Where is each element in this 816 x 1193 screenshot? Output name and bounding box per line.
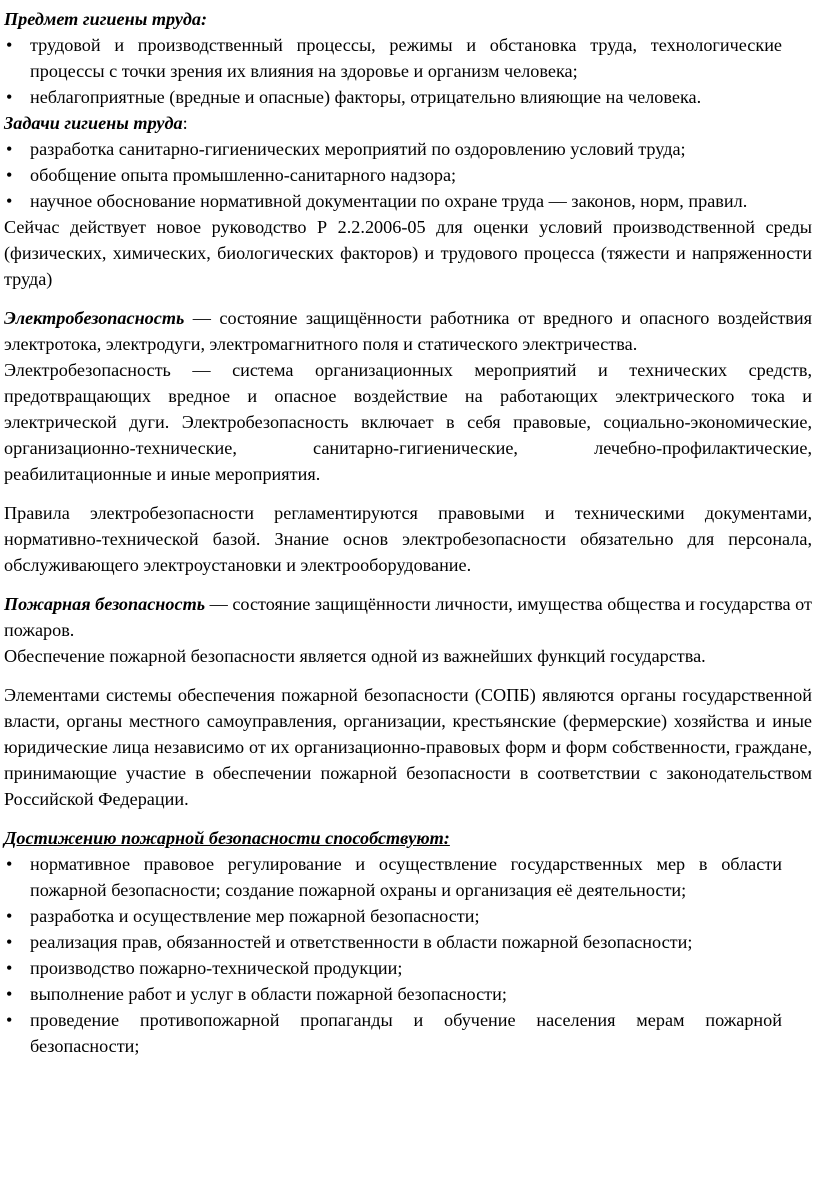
tasks-heading-colon: : [182, 113, 188, 133]
electro-definition-paragraph [4, 305, 812, 357]
tasks-heading: Задачи гигиены труда [4, 113, 183, 133]
list-item: • проведение противопожарной пропаганды и обучение населения мерам пожарной безопасности; [4, 1007, 812, 1059]
list-item: • реализация прав, обязанностей и ответственности в области пожарной безопасности; [4, 929, 812, 955]
list-item: • научное обоснование нормативной документации по охране труда — законов, норм, правил. [4, 188, 812, 214]
guide-paragraph: Сейчас действует новое руководство Р 2.2.2006-05 для оценки условий производственной среды (физических, химических, биологических факторов) и трудового процесса (тяжести и напряженности труда) [4, 217, 812, 289]
tasks-heading-line [4, 110, 812, 136]
list-item: • неблагоприятные (вредные и опасные) факторы, отрицательно влияющие на человека. [4, 84, 812, 110]
list-item: • трудовой и производственный процессы, режимы и обстановка труда, технологические процессы с точки зрения их влияния на здоровье и организм человека; [4, 32, 812, 84]
fire-term: Пожарная безопасность [4, 594, 206, 614]
subject-heading: Предмет гигиены труда: [4, 9, 208, 29]
list-item: • обобщение опыта промышленно-санитарного надзора; [4, 162, 812, 188]
electro-definition: — состояние защищённости работника от вредного и опасного воздействия электротока, электродуги, электромагнитного поля и статического электричества. [4, 308, 812, 354]
list-item: • нормативное правовое регулирование и осуществление государственных мер в области пожарной безопасности; создание пожарной охраны и организация её деятельности; [4, 851, 812, 903]
subject-list [4, 32, 812, 110]
list-item: • разработка и осуществление мер пожарной безопасности; [4, 903, 812, 929]
electro-rules-paragraph: Правила электробезопасности регламентируются правовыми и техническими документами, нормативно-технической базой. Знание основ электробезопасности обязательно для персонала, обслуживающего электроустановки и электрооборудование. [4, 503, 812, 575]
fire-achieve-list [4, 851, 812, 1059]
list-item: • производство пожарно-технической продукции; [4, 955, 812, 981]
list-item: • разработка санитарно-гигиенических мероприятий по оздоровлению условий труда; [4, 136, 812, 162]
tasks-list [4, 136, 812, 214]
fire-definition-paragraph [4, 591, 812, 643]
fire-definition: — состояние защищённости личности, имущества общества и государства от пожаров. [4, 594, 812, 640]
electro-term: Электробезопасность [4, 308, 185, 328]
fire-elements-paragraph: Элементами системы обеспечения пожарной безопасности (СОПБ) являются органы государственной власти, органы местного самоуправления, организации, крестьянские (фермерские) хозяйства и иные юридические лица независимо от их организационно-правовых форм и форм собственности, граждане, принимающие участие в обеспечении пожарной безопасности в соответствии с законодательством Российской Федерации. [4, 685, 812, 809]
electro-system-paragraph: Электробезопасность — система организационных мероприятий и технических средств, предотвращающих вредное и опасное воздействие на работающих электрического тока и электрической дуги. Электробезопасность включает в себя правовые, социально-экономические, организационно-технические, санитарно-гигиенические, лечебно-профилактические, реабилитационные и иные мероприятия. [4, 360, 812, 484]
list-item: • выполнение работ и услуг в области пожарной безопасности; [4, 981, 812, 1007]
fire-state-paragraph: Обеспечение пожарной безопасности является одной из важнейших функций государства. [4, 646, 706, 666]
fire-achieve-heading: Достижению пожарной безопасности способствуют: [4, 828, 450, 848]
